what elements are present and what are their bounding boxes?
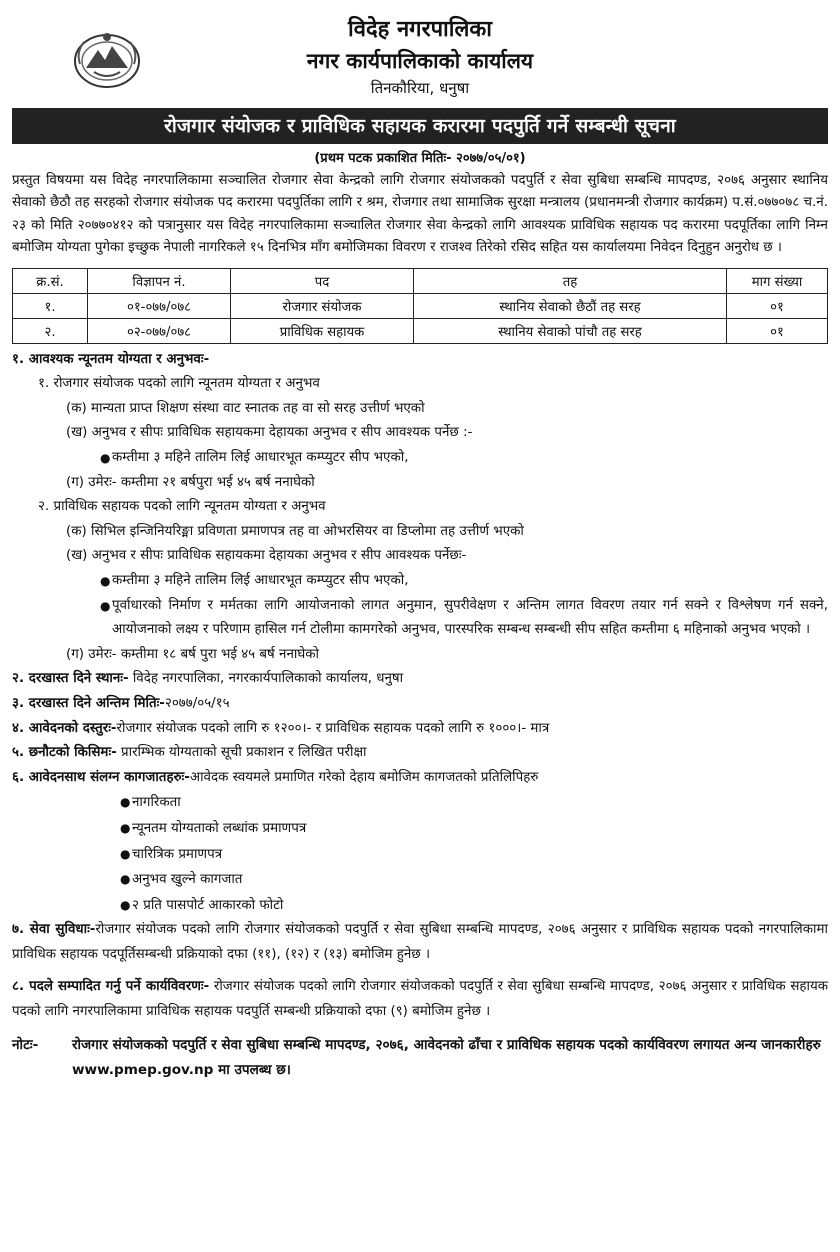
nepal-emblem-logo — [72, 28, 142, 90]
deadline-text: २०७७/०५/१५ — [164, 695, 230, 711]
cell-post: रोजगार संयोजक — [231, 293, 414, 318]
doc-list-item — [12, 816, 828, 842]
cell-post: प्राविधिक सहायक — [231, 318, 414, 343]
notice-title-banner: रोजगार संयोजक र प्राविधिक सहायक करारमा पदपुर्ति गर्ने सम्बन्धी सूचना — [12, 108, 828, 144]
sub1-bullet — [12, 446, 828, 471]
cell-ad-no: ०१-०७७/०७८ — [88, 293, 231, 318]
doc-item-text: नागरिकता — [132, 795, 181, 811]
sub1-kha: (ख) अनुभव र सीपः प्राविधिक सहायकमा देहायका अनुभव र सीप आवश्यक पर्नेछ :- — [66, 425, 473, 441]
doc-item-text: अनुभव खुल्ने कागजात — [132, 872, 243, 888]
vacancy-table — [12, 268, 828, 344]
sub1-title: १. रोजगार संयोजक पदको लागि न्यूनतम योग्यता र अनुभव — [38, 376, 320, 392]
cell-demand: ०१ — [727, 318, 828, 343]
doc-list-item — [12, 842, 828, 868]
job-duties — [12, 975, 828, 1024]
sub2-kha: (ख) अनुभव र सीपः प्राविधिक सहायकमा देहायका अनुभव र सीप आवश्यक पर्नेछः- — [66, 548, 467, 564]
col-header-level: तह — [414, 268, 727, 293]
duties-label: ८. पदले सम्पादित गर्नु पर्ने कार्यविवरणः- — [12, 979, 210, 995]
required-documents — [12, 766, 828, 791]
cell-demand: ०१ — [727, 293, 828, 318]
selection-label: ५. छनौटको किसिमः- — [12, 745, 117, 761]
table-row — [13, 318, 828, 343]
col-header-ad-no: विज्ञापन नं. — [88, 268, 231, 293]
notice-header — [12, 0, 828, 100]
bullet-icon: ● — [120, 820, 131, 835]
doc-item-text: चारित्रिक प्रमाणपत्र — [132, 846, 223, 862]
sub1-ga: (ग) उमेरः- कम्तीमा २१ बर्षपुरा भई ४५ बर्ष ननाघेको — [66, 474, 315, 490]
bullet-icon: ● — [120, 795, 131, 810]
bullet-icon: ● — [120, 897, 131, 912]
doc-list-item — [12, 867, 828, 893]
application-deadline — [12, 692, 828, 717]
selection-method — [12, 741, 828, 766]
place-label: २. दरखास्त दिने स्थानः- — [12, 671, 129, 687]
bullet-icon: ● — [100, 598, 111, 613]
col-header-sn: क्र.सं. — [13, 268, 88, 293]
table-row — [13, 293, 828, 318]
bullet-text: कम्तीमा ३ महिने तालिम लिई आधारभूत कम्प्युटर सीप भएको, — [112, 450, 409, 465]
service-facility — [12, 918, 828, 967]
intro-paragraph: प्रस्तुत विषयमा यस विदेह नगरपालिकामा सञ्चालित रोजगार सेवा केन्द्रको लागि रोजगार संयोजकको पदपुर्ति र सेवा सुबिधा सम्बन्धि मापदण्ड, २०७६ अनुसार स्थानिय सेवाको छैठौ तह सरहको रोजगार संयोजक पद करारमा पदपुर्तिका लागि र श्रम, रोजगार तथा सामाजिक सुरक्षा मन्त्रालय (प्रधानमन्त्री रोजगार कार्यक्रम) प.सं.०७७०७८ च.नं. २३ को मिति २०७७०४१२ को पत्रानुसार यस विदेह नगरपालिकामा सञ्चालित रोजगार सेवा केन्द्रको लागि आवश्यक प्राविधिक सहायक पद करारमा पदपूर्तिका लागि निम्न बमोजिम योग्यता पुगेका इच्छुक नेपाली नागरिकले १५ दिनभित्र माँग बमोजिमका विवरण र राजश्व तिरेको रसिद सहित यस कार्यालयमा निवेदन दिनुहुन अनुरोध छ । — [12, 173, 828, 256]
facility-text: रोजगार संयोजक पदको लागि रोजगार संयोजकको पदपुर्ति र सेवा सुबिधा सम्बन्धि मापदण्ड, २०७६ अनुसार र प्राविधिक सहायक पदको नगरपालिकामा प्राविधिक सहायक पदपूर्तिसम्बन्धी प्रक्रियाको दफा (११), (१२) र (१३) बमोजिम हुनेछ । — [12, 922, 828, 962]
bullet-text: पूर्वाधारको निर्माण र मर्मतका लागि आयोजनाको लागत अनुमान, सुपरीवेक्षण र अन्तिम लागत विवरण तयार गर्न सक्ने र विश्लेषण गर्न सक्ने, आयोजनाको लक्ष्य र परिणाम हासिल गर्न टोलीमा कामगरेको अनुभव, पारस्परिक सम्बन्ध सम्बन्धी सीप सहित कम्तीमा ६ महिनाको अनुभव भएको । — [112, 597, 828, 638]
sub2-ga: (ग) उमेरः- कम्तीमा १८ बर्ष पुरा भई ४५ बर्ष ननाघेको — [66, 646, 320, 662]
bullet-icon: ● — [120, 846, 131, 861]
bullet-icon: ● — [100, 451, 111, 465]
qualification-title: १. आवश्यक न्यूनतम योग्यता र अनुभवः- — [12, 351, 210, 367]
office-address: तिनकौरिया, धनुषा — [370, 79, 470, 97]
docs-label: ६. आवेदनसाथ संलग्न कागजातहरुः- — [12, 769, 190, 785]
sub2-ka: (क) सिभिल इन्जिनियरिङ्मा प्रविणता प्रमाणपत्र तह वा ओभरसियर वा डिप्लोमा तह उत्तीर्ण भएको — [66, 523, 524, 539]
publish-date: (प्रथम पटक प्रकाशित मितिः- २०७७/०५/०१) — [314, 151, 526, 166]
col-header-post: पद — [231, 268, 414, 293]
col-header-demand: माग संख्या — [727, 268, 828, 293]
cell-level: स्थानिय सेवाको पांचौ तह सरह — [414, 318, 727, 343]
sub2-title: २. प्राविधिक सहायक पदको लागि न्यूनतम योग्यता र अनुभव — [38, 499, 326, 515]
application-fee — [12, 717, 828, 742]
duties-text: रोजगार संयोजक पदको लागि रोजगार संयोजकको पदपुर्ति र सेवा सुबिधा सम्बन्धि मापदण्ड, २०७६ अनुसार र प्राविधिक सहायक पदको लागि नगरपालिकामा प्राविधिक सहायक पदपुर्ति सम्बन्धी प्रक्रियाको दफा (९) बमोजिम हुनेछ । — [12, 979, 828, 1020]
selection-text: प्रारम्भिक योग्यताको सूची प्रकाशन र लिखित परीक्षा — [116, 745, 367, 761]
qualification-section — [12, 348, 828, 668]
docs-text: आवेदक स्वयमले प्रमाणित गरेको देहाय बमोजिम कागजतको प्रतिलिपिहरु — [189, 769, 539, 785]
doc-list-item — [12, 790, 828, 816]
table-header-row — [13, 268, 828, 293]
bullet-icon: ● — [120, 872, 131, 887]
doc-list-item — [12, 893, 828, 919]
fee-text: रोजगार संयोजक पदको लागि रु १२००।- र प्राविधिक सहायक पदको लागि रु १०००।- मात्र — [116, 720, 550, 736]
org-name: विदेह नगरपालिका — [348, 17, 492, 42]
bullet-text: कम्तीमा ३ महिने तालिम लिई आधारभूत कम्प्युटर सीप भएको, — [112, 572, 409, 588]
note-label: नोटः- — [12, 1036, 39, 1053]
bullet-icon: ● — [100, 573, 111, 588]
cell-level: स्थानिय सेवाको छैठौं तह सरह — [414, 293, 727, 318]
cell-sn: १. — [13, 293, 88, 318]
application-place — [12, 667, 828, 692]
cell-sn: २. — [13, 318, 88, 343]
deadline-label: ३. दरखास्त दिने अन्तिम मितिः- — [12, 695, 165, 711]
fee-label: ४. आवेदनको दस्तुरः- — [12, 720, 117, 736]
office-name: नगर कार्यपालिकाको कार्यालय — [306, 49, 534, 73]
sub2-bullet — [12, 569, 828, 594]
doc-item-text: २ प्रति पासपोर्ट आकारको फोटो — [132, 897, 284, 913]
note-text: रोजगार संयोजकको पदपुर्ति र सेवा सुबिधा सम्बन्धि मापदण्ड, २०७६, आवेदनको ढाँचा र प्राविधिक सहायक पदको कार्यविवरण लगायत अन्य जानकारीहरु www.pmep.gov.np मा उपलब्ध छ। — [72, 1036, 821, 1078]
sub1-ka: (क) मान्यता प्राप्त शिक्षण संस्था वाट स्नातक तह वा सो सरह उत्तीर्ण भएको — [66, 400, 425, 416]
facility-label: ७. सेवा सुविधाः- — [12, 922, 96, 938]
cell-ad-no: ०२-०७७/०७८ — [88, 318, 231, 343]
footer-note — [12, 1033, 828, 1083]
place-text: विदेह नगरपालिका, नगरकार्यपालिकाको कार्यालय, धनुषा — [128, 671, 404, 687]
sub2-bullet — [12, 594, 828, 643]
doc-item-text: न्यूनतम योग्यताको लब्धांक प्रमाणपत्र — [132, 820, 307, 836]
